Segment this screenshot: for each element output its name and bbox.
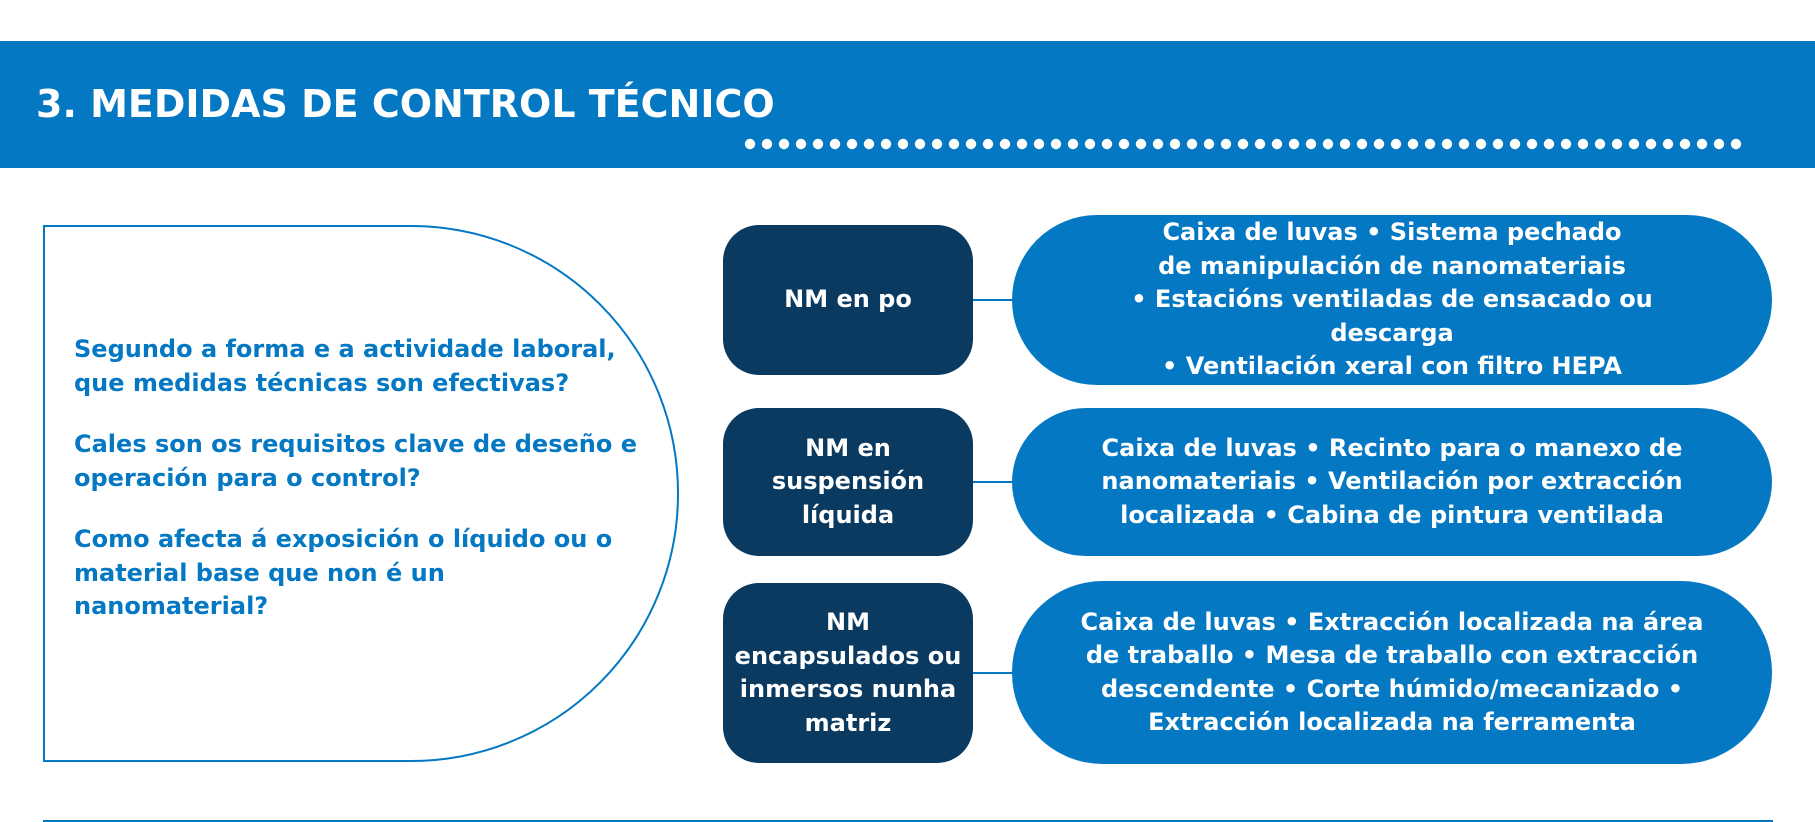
decorative-dot bbox=[1323, 139, 1333, 149]
decorative-dot bbox=[1374, 139, 1384, 149]
question-3: Como afecta á exposición o líquido ou o material base que non é un nanomaterial? bbox=[74, 525, 613, 620]
decorative-dot bbox=[1510, 139, 1520, 149]
decorative-dot bbox=[915, 139, 925, 149]
category-nm-en-po: NM en po bbox=[723, 225, 973, 375]
decorative-dot bbox=[830, 139, 840, 149]
dotted-line-decoration bbox=[744, 138, 1756, 150]
decorative-dot bbox=[1697, 139, 1707, 149]
question-1: Segundo a forma e a actividade laboral, que medidas técnicas son efectivas? bbox=[74, 335, 616, 397]
row-connector bbox=[973, 299, 1012, 301]
decorative-dot bbox=[1204, 139, 1214, 149]
decorative-dot bbox=[1221, 139, 1231, 149]
measure-line: de traballo • Mesa de traballo con extracción bbox=[1085, 641, 1699, 669]
decorative-dot bbox=[1731, 139, 1741, 149]
decorative-dot bbox=[1238, 139, 1248, 149]
measure-line: localizada • Cabina de pintura ventilada bbox=[1120, 500, 1664, 529]
decorative-dot bbox=[1714, 139, 1724, 149]
decorative-dot bbox=[1068, 139, 1078, 149]
decorative-dot bbox=[1391, 139, 1401, 149]
measure-line: Extracción localizada na ferramenta bbox=[1148, 708, 1636, 736]
decorative-dot bbox=[983, 139, 993, 149]
row-connector bbox=[973, 481, 1012, 483]
decorative-dot bbox=[1646, 139, 1656, 149]
section-title: 3. MEDIDAS DE CONTROL TÉCNICO bbox=[36, 82, 775, 126]
decorative-dot bbox=[779, 139, 789, 149]
measure-line: • Ventilación xeral con filtro HEPA bbox=[1162, 352, 1622, 381]
measure-line: nanomateriais • Ventilación por extracción bbox=[1101, 467, 1683, 496]
measure-line: de manipulación de nanomateriais bbox=[1158, 251, 1626, 280]
decorative-dot bbox=[1595, 139, 1605, 149]
decorative-dot bbox=[864, 139, 874, 149]
decorative-dot bbox=[1544, 139, 1554, 149]
decorative-dot bbox=[1663, 139, 1673, 149]
decorative-dot bbox=[1680, 139, 1690, 149]
decorative-dot bbox=[1527, 139, 1537, 149]
question-2: Cales son os requisitos clave de deseño e operación para o control? bbox=[74, 430, 637, 492]
decorative-dot bbox=[1289, 139, 1299, 149]
decorative-dot bbox=[745, 139, 755, 149]
decorative-dot bbox=[1136, 139, 1146, 149]
decorative-dot bbox=[949, 139, 959, 149]
decorative-dot bbox=[1272, 139, 1282, 149]
category-nm-suspension: NM en suspensión líquida bbox=[723, 408, 973, 556]
measures-nm-en-po bbox=[1012, 215, 1772, 385]
decorative-dot bbox=[1119, 139, 1129, 149]
decorative-dot bbox=[762, 139, 772, 149]
decorative-dot bbox=[1187, 139, 1197, 149]
decorative-dot bbox=[813, 139, 823, 149]
decorative-dot bbox=[1051, 139, 1061, 149]
decorative-dot bbox=[966, 139, 976, 149]
decorative-dot bbox=[1629, 139, 1639, 149]
decorative-dot bbox=[1612, 139, 1622, 149]
decorative-dot bbox=[1255, 139, 1265, 149]
decorative-dot bbox=[1493, 139, 1503, 149]
measure-line: descendente • Corte húmido/mecanizado • bbox=[1100, 674, 1684, 703]
section-header bbox=[0, 41, 1815, 168]
decorative-dot bbox=[1561, 139, 1571, 149]
decorative-dot bbox=[847, 139, 857, 149]
decorative-dot bbox=[932, 139, 942, 149]
measure-line: • Estacións ventiladas de ensacado ou descarga bbox=[1131, 285, 1653, 347]
row-connector bbox=[973, 672, 1012, 674]
decorative-dot bbox=[1408, 139, 1418, 149]
decorative-dot bbox=[1442, 139, 1452, 149]
decorative-dot bbox=[1459, 139, 1469, 149]
decorative-dot bbox=[1578, 139, 1588, 149]
measures-nm-encapsulados bbox=[1012, 581, 1772, 764]
decorative-dot bbox=[1357, 139, 1367, 149]
decorative-dot bbox=[1425, 139, 1435, 149]
decorative-dot bbox=[1102, 139, 1112, 149]
measures-nm-suspension bbox=[1012, 408, 1772, 556]
decorative-dot bbox=[1340, 139, 1350, 149]
decorative-dot bbox=[898, 139, 908, 149]
decorative-dot bbox=[796, 139, 806, 149]
decorative-dot bbox=[1153, 139, 1163, 149]
decorative-dot bbox=[1306, 139, 1316, 149]
decorative-dot bbox=[1476, 139, 1486, 149]
category-nm-encapsulados: NM encapsulados ou inmersos nunha matriz bbox=[723, 583, 973, 763]
decorative-dot bbox=[1034, 139, 1044, 149]
measure-line: Caixa de luvas • Sistema pechado bbox=[1162, 218, 1622, 247]
decorative-dot bbox=[1000, 139, 1010, 149]
decorative-dot bbox=[881, 139, 891, 149]
decorative-dot bbox=[1017, 139, 1027, 149]
decorative-dot bbox=[1085, 139, 1095, 149]
questions-list bbox=[74, 333, 644, 624]
measure-line: Caixa de luvas • Extracción localizada na área bbox=[1080, 607, 1704, 636]
decorative-dot bbox=[1170, 139, 1180, 149]
measure-line: Caixa de luvas • Recinto para o manexo de bbox=[1101, 433, 1683, 462]
